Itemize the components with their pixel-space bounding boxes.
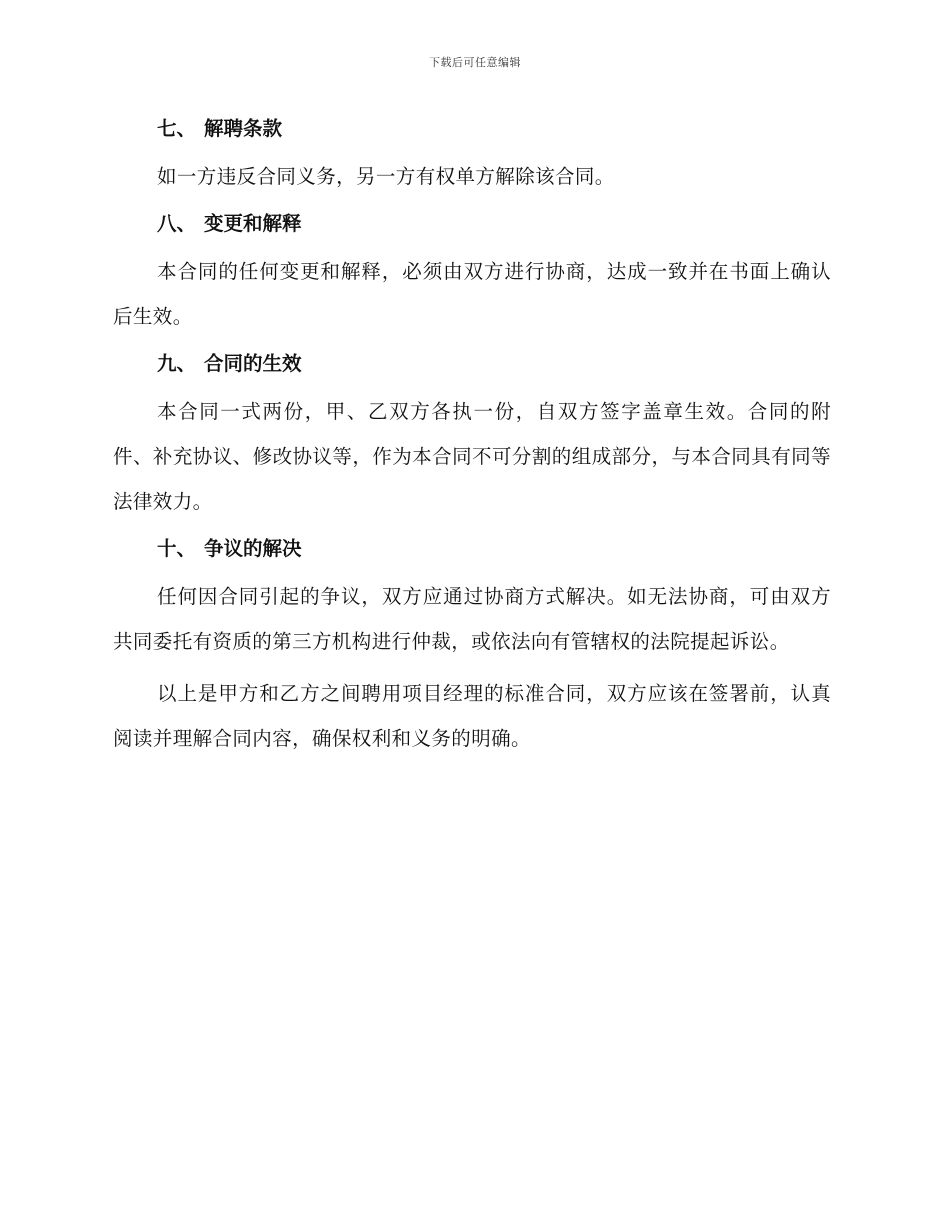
- section-heading-9: [113, 347, 831, 381]
- section-paragraph: 本合同一式两份，甲、乙双方各执一份，自双方签字盖章生效。合同的附件、补充协议、修改协议等，作为本合同不可分割的组成部分，与本合同具有同等法律效力。: [113, 400, 831, 513]
- section-paragraph: 如一方违反合同义务，另一方有权单方解除该合同。: [157, 165, 615, 188]
- section-number: 九、: [157, 352, 197, 375]
- section-paragraph: 本合同的任何变更和解释，必须由双方进行协商，达成一致并在书面上确认后生效。: [113, 260, 831, 328]
- section-number: 十、: [157, 537, 197, 560]
- section-title: 变更和解释: [204, 212, 302, 235]
- section-heading-7: [113, 112, 831, 146]
- section-title: 解聘条款: [204, 117, 283, 140]
- section-number: 八、: [157, 212, 197, 235]
- section-heading-10: [113, 532, 831, 566]
- section-number: 七、: [157, 117, 197, 140]
- closing-paragraph: 以上是甲方和乙方之间聘用项目经理的标准合同，双方应该在签署前，认真阅读并理解合同内容，确保权利和义务的明确。: [113, 682, 831, 750]
- page-header-note: 下载后可任意编辑: [429, 56, 521, 69]
- document-body: [113, 112, 831, 761]
- section-title: 争议的解决: [204, 537, 302, 560]
- section-title: 合同的生效: [204, 352, 302, 375]
- section-heading-8: [113, 207, 831, 241]
- section-paragraph: 任何因合同引起的争议，双方应通过协商方式解决。如无法协商，可由双方共同委托有资质的第三方机构进行仲裁，或依法向有管辖权的法院提起诉讼。: [113, 585, 831, 653]
